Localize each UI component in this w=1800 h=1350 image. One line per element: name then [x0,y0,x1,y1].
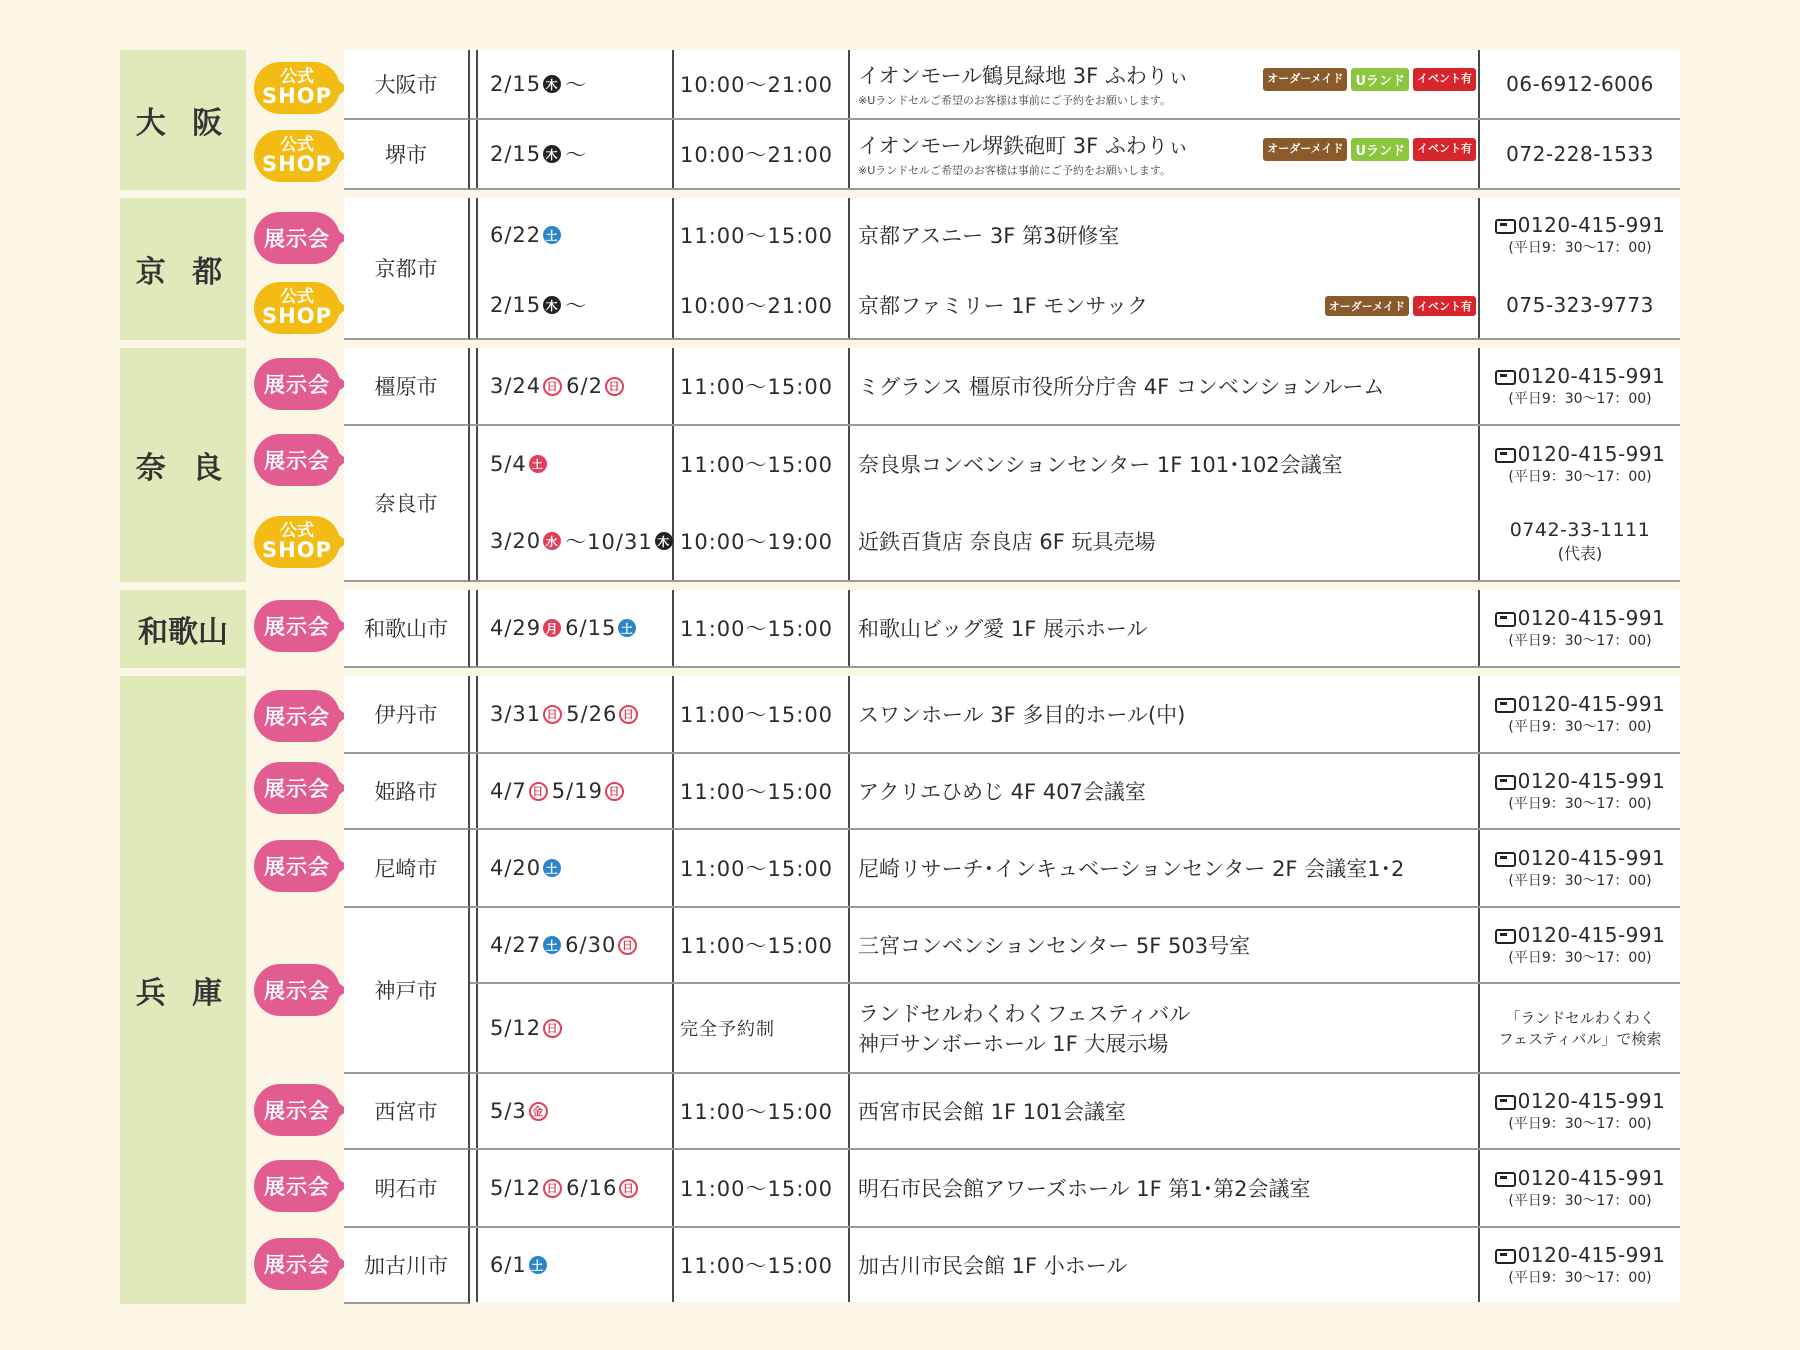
city-cell: 大阪市 [344,50,470,120]
tel-cell: 0120-415-991 (平日9：30～17：00) [1480,1074,1680,1148]
free-dial-icon [1495,612,1516,627]
city-cell: 加古川市 [344,1228,470,1304]
free-dial-icon [1495,448,1516,463]
time-cell: 11:00～15:00 [680,453,834,477]
pref-nara: 奈 良 [120,348,246,582]
table-row [344,502,1680,582]
free-dial-icon [1495,775,1516,790]
order-tag: オーダーメイド [1263,138,1347,161]
date-cell: 4/29 月 6/15 土 [478,590,692,666]
saturday-icon: 土 [543,936,561,954]
sunday-icon: 日 [543,1179,562,1198]
table-row [344,50,1680,120]
table-row [344,348,1680,426]
sunday-icon: 日 [618,936,637,955]
time-cell: 11:00～15:00 [680,1100,834,1124]
exhibition-badge: 展示会 [254,690,340,742]
date-cell: 6/22 土 [478,198,692,272]
tel-cell: 072-228-1533 [1506,142,1654,166]
free-dial-icon [1495,929,1516,944]
thursday-icon: 木 [655,532,673,550]
table-row [344,272,1680,340]
date-cell: 2/15 木 ～ [490,293,588,318]
thursday-icon: 木 [543,296,561,314]
time-cell: 11:00～15:00 [680,857,834,881]
free-dial-icon [1495,219,1516,234]
monday-icon: 月 [543,619,561,637]
time-cell: 10:00～21:00 [680,73,834,97]
tel-cell: 0742-33-1111 (代表) [1509,518,1651,563]
table-row [344,120,1680,190]
time-cell: 完全予約制 [680,1019,775,1040]
free-dial-icon [1495,698,1516,713]
time-cell: 11:00～15:00 [680,934,834,958]
venue-cell: イオンモール堺鉄砲町 3F ふわりぃ ※Uランドセルご希望のお客様は事前にご予約をお願いします。 [858,134,1189,177]
order-tag: オーダーメイド [1263,68,1347,91]
date-cell: 4/27 土 6/30 日 [478,908,692,982]
date-cell: 4/20 土 [478,830,692,906]
time-cell: 10:00～21:00 [680,143,834,167]
city-cell: 明石市 [344,1150,470,1228]
tel-cell: 0120-415-991 (平日9：30～17：00) [1480,1228,1680,1302]
saturday-icon: 土 [529,455,547,473]
city-cell: 伊丹市 [344,676,470,754]
sunday-icon: 日 [543,705,562,724]
exhibition-badge: 展示会 [254,840,340,892]
table-row [344,984,1680,1074]
event-tag: イベント有 [1413,138,1476,161]
time-cell: 11:00～15:00 [680,224,834,248]
venue-cell: アクリエひめじ 4F 407会議室 [858,780,1146,804]
time-cell: 11:00～15:00 [680,375,834,399]
time-cell: 10:00～19:00 [680,530,834,554]
table-row [344,1228,1680,1302]
sunday-icon: 日 [605,377,624,396]
tel-cell: 0120-415-991 (平日9：30～17：00) [1480,908,1680,982]
venue-cell: 明石市民会館アワーズホール 1F 第1･第2会議室 [858,1177,1311,1201]
city-cell: 堺市 [344,120,470,190]
exhibition-badge: 展示会 [254,600,340,652]
city-cell: 京都市 [344,198,470,340]
date-cell: 3/31 日 5/26 日 [478,676,692,752]
official-shop-badge: 公式 SHOP [254,62,340,114]
venue-cell: ミグランス 橿原市役所分庁舎 4F コンベンションルーム [858,375,1385,399]
time-cell: 11:00～15:00 [680,1254,834,1278]
uland-tag: Uランド [1351,138,1409,161]
venue-cell: 京都アスニー 3F 第3研修室 [858,224,1120,248]
venue-cell: 三宮コンベンションセンター 5F 503号室 [858,934,1251,958]
venue-cell: 京都ファミリー 1F モンサック [858,294,1148,318]
wednesday-icon: 水 [543,532,561,550]
venue-cell: 和歌山ビッグ愛 1F 展示ホール [858,617,1148,641]
city-cell: 西宮市 [344,1074,470,1150]
venue-cell: 加古川市民会館 1F 小ホール [858,1254,1128,1278]
uland-tag: Uランド [1351,68,1409,91]
tel-cell: 「ランドセルわくわく フェスティバル」で検索 [1498,1009,1662,1048]
saturday-icon: 土 [618,619,636,637]
thursday-icon: 木 [543,75,561,93]
exhibition-badge: 展示会 [254,1238,340,1290]
venue-cell: 西宮市民会館 1F 101会議室 [858,1100,1126,1124]
tel-cell: 0120-415-991 (平日9：30～17：00) [1480,1150,1680,1226]
saturday-icon: 土 [529,1256,547,1274]
date-cell: 3/20 水 ～10/31 木 [478,502,692,580]
table-row [344,830,1680,908]
date-cell: 5/3 金 [478,1074,692,1148]
tel-cell: 0120-415-991 (平日9：30～17：00) [1480,198,1680,272]
free-dial-icon [1495,370,1516,385]
table-row [344,590,1680,668]
time-cell: 11:00～15:00 [680,703,834,727]
tel-cell: 0120-415-991 (平日9：30～17：00) [1480,754,1680,828]
time-cell: 11:00～15:00 [680,617,834,641]
venue-tags [1263,68,1476,91]
exhibition-badge: 展示会 [254,212,340,264]
exhibition-badge: 展示会 [254,964,340,1016]
venue-tags [1263,138,1476,161]
venue-cell: 奈良県コンベンションセンター 1F 101･102会議室 [858,453,1343,477]
pref-kyoto: 京 都 [120,198,246,340]
date-cell: 3/24 日 6/2 日 [478,348,692,424]
tel-cell: 075-323-9773 [1506,293,1654,317]
tel-cell: 0120-415-991 (平日9：30～17：00) [1480,830,1680,906]
table-row [344,1074,1680,1150]
exhibition-badge: 展示会 [254,762,340,814]
date-cell: 2/15 木 ～ [490,142,588,167]
date-cell: 5/12 日 [478,984,692,1072]
exhibition-badge: 展示会 [254,434,340,486]
sunday-icon: 日 [605,782,624,801]
date-cell: 5/12 日 6/16 日 [478,1150,692,1226]
time-cell: 11:00～15:00 [680,780,834,804]
date-cell: 5/4 土 [478,426,692,502]
sunday-icon: 日 [529,782,548,801]
thursday-icon: 木 [543,145,561,163]
tel-cell: 0120-415-991 (平日9：30～17：00) [1480,348,1680,424]
saturday-icon: 土 [543,859,561,877]
city-cell: 奈良市 [344,426,470,582]
tel-cell: 0120-415-991 (平日9：30～17：00) [1480,590,1680,666]
table-row [344,426,1680,504]
pref-wakayama: 和歌山 [120,590,246,668]
time-cell: 11:00～15:00 [680,1177,834,1201]
sunday-icon: 日 [543,377,562,396]
saturday-icon: 土 [543,226,561,244]
city-cell: 和歌山市 [344,590,470,668]
city-cell: 姫路市 [344,754,470,830]
city-cell: 神戸市 [344,908,470,1074]
order-tag: オーダーメイド [1325,296,1409,316]
time-cell: 10:00～21:00 [680,294,834,318]
venue-cell: 尼崎リサーチ･インキュベーションセンター 2F 会議室1･2 [858,857,1405,881]
exhibition-badge: 展示会 [254,1084,340,1136]
free-dial-icon [1495,852,1516,867]
friday-icon: 金 [529,1102,548,1121]
venue-cell: 近鉄百貨店 奈良店 6F 玩具売場 [858,530,1156,554]
table-row [344,908,1680,984]
official-shop-badge: 公式 SHOP [254,282,340,334]
table-row [344,754,1680,830]
official-shop-badge: 公式 SHOP [254,516,340,568]
tel-cell: 0120-415-991 (平日9：30～17：00) [1480,426,1680,502]
tel-cell: 0120-415-991 (平日9：30～17：00) [1480,676,1680,752]
city-cell: 尼崎市 [344,830,470,908]
venue-tags [1325,296,1476,316]
exhibition-badge: 展示会 [254,1160,340,1212]
sunday-icon: 日 [619,705,638,724]
date-cell: 2/15 木 ～ [490,72,588,97]
official-shop-badge: 公式 SHOP [254,130,340,182]
exhibition-badge: 展示会 [254,358,340,410]
city-cell: 橿原市 [344,348,470,426]
sunday-icon: 日 [619,1179,638,1198]
pref-osaka: 大 阪 [120,50,246,190]
event-tag: イベント有 [1413,296,1476,316]
pref-hyogo: 兵 庫 [120,676,246,1304]
free-dial-icon [1495,1172,1516,1187]
tel-cell: 06-6912-6006 [1506,72,1654,96]
sunday-icon: 日 [543,1019,562,1038]
date-cell: 6/1 土 [478,1228,692,1302]
event-tag: イベント有 [1413,68,1476,91]
venue-cell: スワンホール 3F 多目的ホール(中) [858,703,1186,727]
date-cell: 4/7 日 5/19 日 [478,754,692,828]
venue-cell: ランドセルわくわくフェスティバル 神戸サンボーホール 1F 大展示場 [858,1002,1191,1056]
venue-cell: イオンモール鶴見緑地 3F ふわりぃ ※Uランドセルご希望のお客様は事前にご予約をお願いします。 [858,64,1189,107]
free-dial-icon [1495,1095,1516,1110]
free-dial-icon [1495,1249,1516,1264]
table-row [344,198,1680,274]
table-row [344,1150,1680,1228]
table-row [344,676,1680,754]
